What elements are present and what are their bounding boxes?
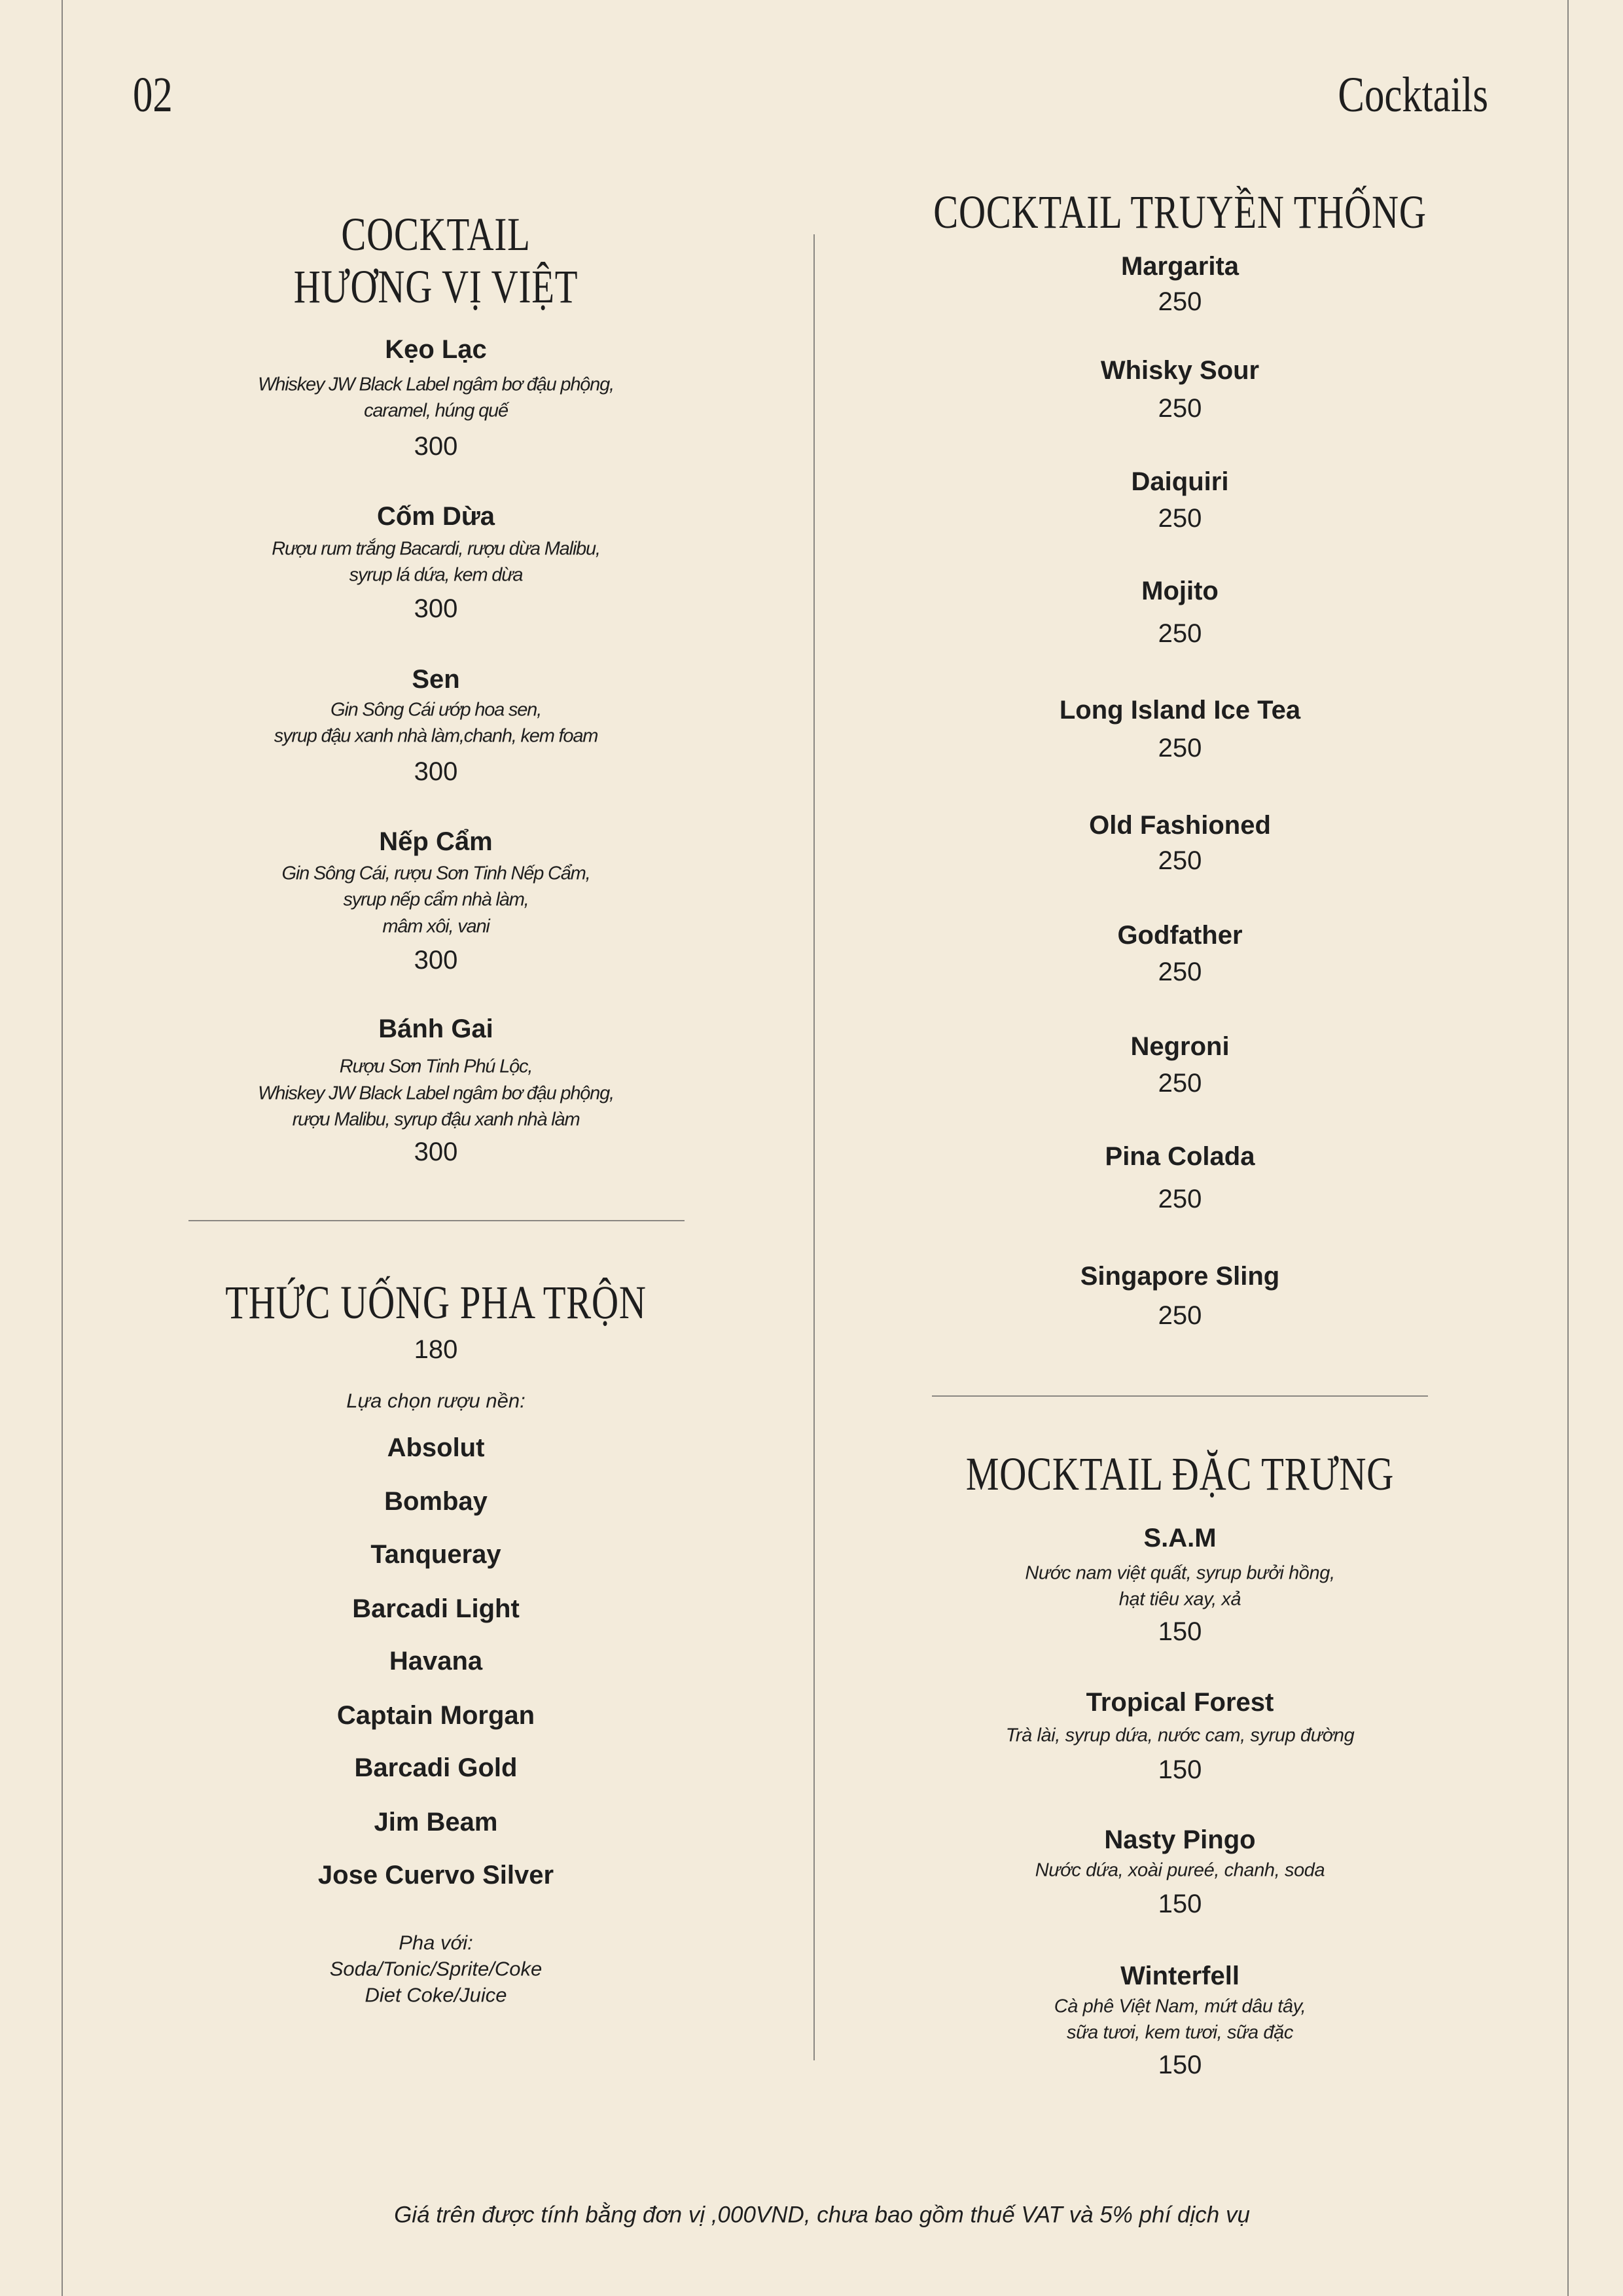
page-border-left	[62, 0, 63, 2296]
item-name: Singapore Sling	[1080, 1262, 1280, 1291]
item-price: 250	[1158, 504, 1202, 533]
item-price: 300	[414, 1138, 458, 1166]
spirit-option: Absolut	[387, 1433, 485, 1462]
section-divider-left	[188, 1220, 685, 1221]
item-description: Whiskey JW Black Label ngâm bơ đậu phộng,	[258, 1083, 614, 1104]
item-price: 250	[1158, 287, 1202, 316]
item-price: 250	[1158, 1185, 1202, 1213]
section-divider-right	[932, 1395, 1428, 1397]
item-price: 250	[1158, 619, 1202, 648]
mixer-label: Pha với:	[399, 1931, 473, 1954]
item-description: Gin Sông Cái ướp hoa sen,	[330, 699, 541, 721]
column-divider	[813, 234, 815, 2060]
item-name: Long Island Ice Tea	[1059, 696, 1301, 725]
page-number: 02	[133, 67, 173, 122]
item-price: 150	[1158, 1755, 1202, 1784]
spirit-option: Jose Cuervo Silver	[317, 1861, 554, 1890]
item-price: 300	[414, 432, 458, 461]
item-name: Daiquiri	[1131, 467, 1229, 496]
item-price: 150	[1158, 1617, 1202, 1646]
spirit-option: Bombay	[384, 1487, 488, 1516]
item-description: Trà lài, syrup dứa, nước cam, syrup đường	[1005, 1725, 1355, 1746]
item-name: Old Fashioned	[1089, 811, 1271, 840]
item-price: 250	[1158, 1069, 1202, 1098]
section-heading: MOCKTAIL ĐẶC TRƯNG	[965, 1448, 1395, 1500]
price-note: Giá trên được tính bằng đơn vị ,000VND, chưa bao gồm thuế VAT và 5% phí dịch vụ	[394, 2202, 1250, 2228]
item-description: syrup nếp cẩm nhà làm,	[343, 889, 529, 910]
item-description: Cà phê Việt Nam, mứt dâu tây,	[1054, 1996, 1306, 2017]
item-price: 250	[1158, 958, 1202, 986]
spirit-option: Barcadi Gold	[354, 1753, 518, 1782]
item-name: Nếp Cẩm	[379, 827, 493, 856]
item-price: 250	[1158, 1301, 1202, 1330]
item-name: Sen	[412, 665, 460, 694]
item-description: syrup lá dứa, kem dừa	[349, 564, 523, 586]
item-description: syrup đậu xanh nhà làm,chanh, kem foam	[274, 725, 598, 747]
section-heading: THỨC UỐNG PHA TRỘN	[225, 1276, 647, 1329]
item-name: Godfather	[1117, 921, 1243, 950]
spirit-option: Jim Beam	[374, 1808, 498, 1837]
base-spirit-label: Lựa chọn rượu nền:	[346, 1389, 526, 1412]
item-description: caramel, húng quế	[364, 400, 508, 422]
item-name: S.A.M	[1143, 1524, 1217, 1552]
item-description: Gin Sông Cái, rượu Sơn Tinh Nếp Cẩm,	[281, 863, 590, 884]
spirit-option: Barcadi Light	[352, 1594, 520, 1623]
section-heading: HƯƠNG VỊ VIỆT	[293, 260, 579, 313]
item-price: 300	[414, 594, 458, 623]
item-name: Pina Colada	[1105, 1142, 1255, 1171]
item-description: Rượu rum trắng Bacardi, rượu dừa Malibu,	[272, 538, 600, 560]
item-name: Negroni	[1130, 1032, 1230, 1061]
item-price: 250	[1158, 846, 1202, 875]
item-price: 250	[1158, 734, 1202, 762]
mixer-options: Diet Coke/Juice	[365, 1983, 507, 2007]
item-name: Whisky Sour	[1100, 356, 1260, 385]
item-description: Nước nam việt quất, syrup bưởi hồng,	[1025, 1562, 1335, 1584]
item-name: Mojito	[1141, 577, 1219, 605]
section-heading: COCKTAIL	[341, 208, 531, 260]
spirit-option: Tanqueray	[370, 1540, 501, 1569]
spirit-option: Captain Morgan	[336, 1701, 535, 1730]
item-name: Tropical Forest	[1086, 1688, 1274, 1717]
item-price: 300	[414, 757, 458, 786]
item-description: mâm xôi, vani	[382, 916, 490, 937]
item-description: hạt tiêu xay, xả	[1118, 1588, 1241, 1610]
item-price: 150	[1158, 2051, 1202, 2079]
item-name: Kẹo Lạc	[385, 335, 487, 364]
mixer-options: Soda/Tonic/Sprite/Coke	[329, 1957, 543, 1981]
section-heading: COCKTAIL TRUYỀN THỐNG	[933, 186, 1427, 238]
item-price: 150	[1158, 1890, 1202, 1918]
item-description: sữa tươi, kem tươi, sữa đặc	[1067, 2022, 1293, 2043]
item-name: Margarita	[1120, 252, 1240, 281]
item-name: Cốm Dừa	[376, 502, 495, 531]
item-description: rượu Malibu, syrup đậu xanh nhà làm	[292, 1109, 580, 1130]
spirit-option: Havana	[389, 1647, 483, 1676]
page-border-right	[1567, 0, 1569, 2296]
item-description: Nước dứa, xoài pureé, chanh, soda	[1035, 1859, 1325, 1881]
page-title: Cocktails	[1338, 67, 1488, 122]
item-description: Rượu Sơn Tinh Phú Lộc,	[339, 1056, 533, 1077]
item-name: Bánh Gai	[378, 1014, 493, 1043]
item-name: Nasty Pingo	[1104, 1825, 1256, 1854]
item-description: Whiskey JW Black Label ngâm bơ đậu phộng,	[258, 374, 614, 395]
item-name: Winterfell	[1120, 1962, 1240, 1990]
item-price: 180	[414, 1335, 458, 1364]
item-price: 250	[1158, 394, 1202, 423]
item-price: 300	[414, 946, 458, 975]
